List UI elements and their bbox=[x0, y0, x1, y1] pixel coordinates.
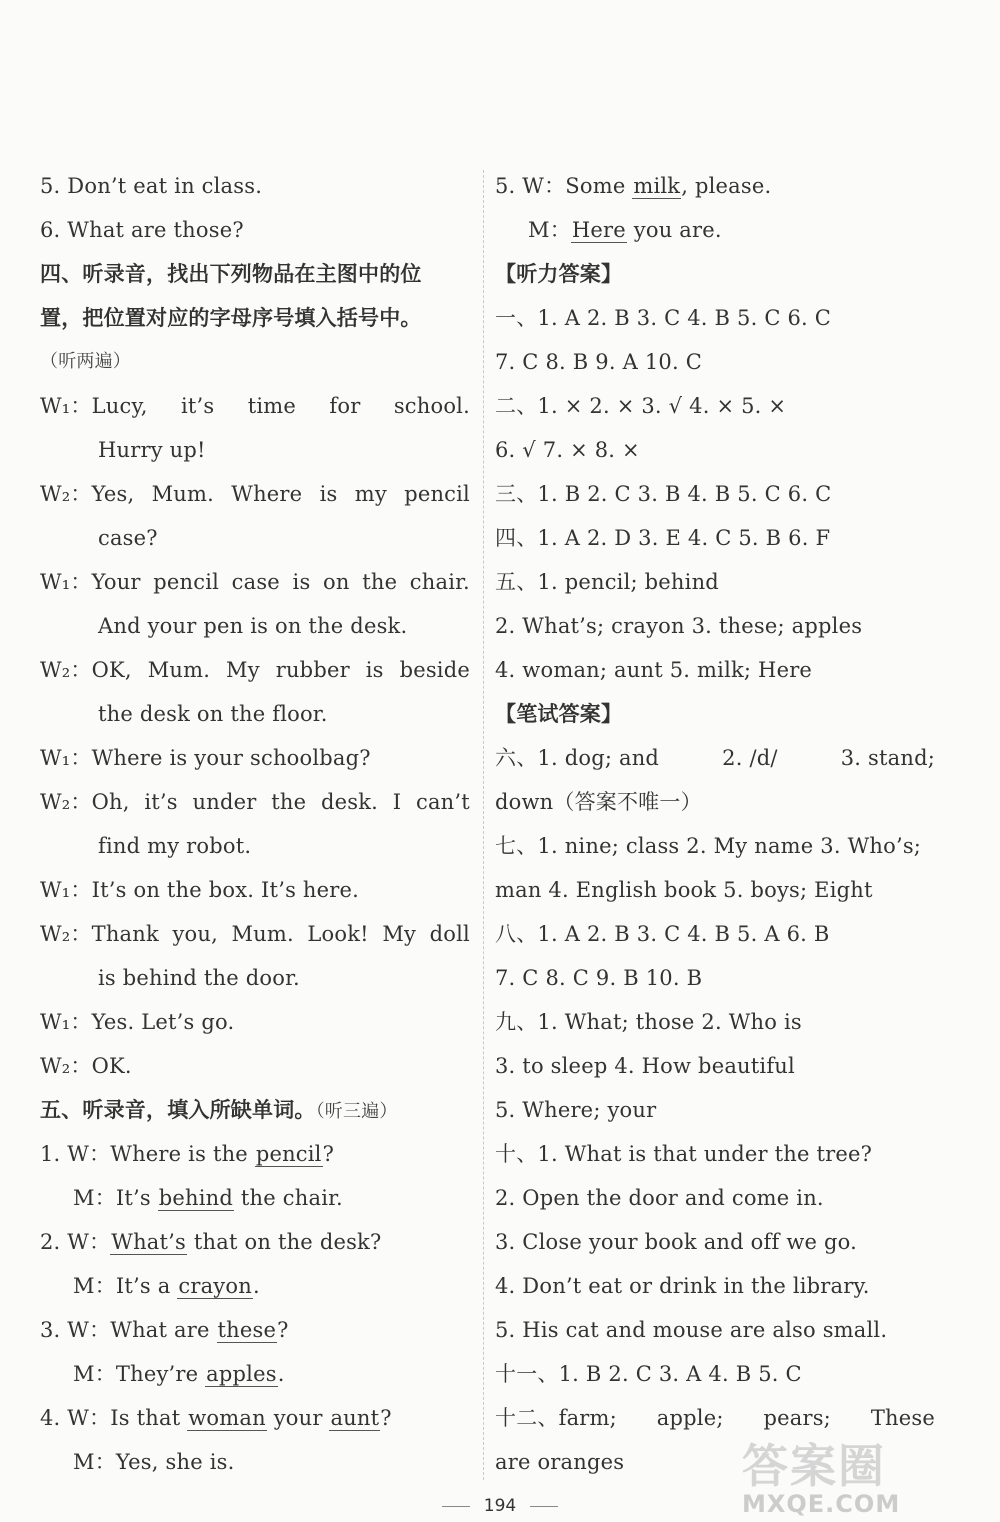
text: ? bbox=[380, 1406, 392, 1430]
word: chair. bbox=[409, 570, 470, 594]
filled-blank: woman bbox=[188, 1406, 266, 1430]
section-4-note: （听两遍） bbox=[40, 351, 131, 372]
dialogue-text bbox=[92, 384, 470, 428]
word: I bbox=[392, 790, 402, 814]
answer-line: 八、1. A 2. B 3. C 4. B 5. A 6. B bbox=[495, 922, 830, 946]
right-column bbox=[495, 164, 935, 1484]
fill-blank-line bbox=[40, 1264, 470, 1308]
word: school. bbox=[393, 394, 470, 418]
word: My bbox=[382, 922, 417, 946]
word: Mum. bbox=[151, 482, 215, 506]
fill-blank-line bbox=[40, 1220, 470, 1264]
text: , please. bbox=[681, 174, 772, 198]
dialogue-text bbox=[92, 912, 470, 956]
filled-blank: What’s bbox=[111, 1230, 187, 1254]
word: time bbox=[247, 394, 297, 418]
section-5-heading: 五、听录音，填入所缺单词。 bbox=[40, 1098, 316, 1122]
filled-blank: apples bbox=[206, 1362, 277, 1386]
word: Oh, bbox=[91, 790, 130, 814]
fill-blank-line bbox=[40, 1396, 470, 1440]
word: My bbox=[226, 658, 260, 682]
speaker-label: W₂： bbox=[40, 482, 92, 506]
text-line: 5. Don’t eat in class. bbox=[40, 174, 263, 198]
answer-part: apple; bbox=[656, 1406, 724, 1430]
answer-line: 四、1. A 2. D 3. E 4. C 5. B 6. F bbox=[495, 526, 831, 550]
word: beside bbox=[399, 658, 470, 682]
dialogue-continuation: is behind the door. bbox=[98, 966, 300, 990]
answer-line: 二、1. × 2. × 3. √ 4. × 5. × bbox=[495, 394, 787, 418]
answer-part: pears; bbox=[763, 1406, 831, 1430]
text: ? bbox=[277, 1318, 289, 1342]
section-5-heading-line bbox=[40, 1088, 470, 1132]
filled-blank: pencil bbox=[255, 1142, 322, 1166]
filled-blank: behind bbox=[158, 1186, 234, 1210]
answer-line bbox=[495, 736, 935, 780]
fill-blank-line bbox=[40, 1308, 470, 1352]
dialogue-line bbox=[40, 780, 470, 824]
text: M：It’s a bbox=[73, 1274, 178, 1298]
text: 3. W：What are bbox=[40, 1318, 217, 1342]
fill-blank-line bbox=[40, 1132, 470, 1176]
watermark-url: MXQE.COM bbox=[742, 1490, 901, 1518]
section-5-note: （听三遍） bbox=[315, 1101, 398, 1122]
text: 2. W： bbox=[40, 1230, 111, 1254]
written-answers-heading: 【笔试答案】 bbox=[495, 702, 623, 726]
fill-blank-line: M：Yes, she is. bbox=[73, 1450, 235, 1474]
answer-line: 3. to sleep 4. How beautiful bbox=[495, 1054, 795, 1078]
text: M：It’s bbox=[73, 1186, 158, 1210]
dialogue-line bbox=[40, 560, 470, 604]
answer-part: 2. /d/ bbox=[722, 746, 778, 770]
answer-line: are oranges bbox=[495, 1450, 625, 1474]
word: it’s bbox=[180, 394, 215, 418]
word: it’s bbox=[144, 790, 178, 814]
answer-line: down（答案不唯一） bbox=[495, 790, 702, 814]
dialogue-continuation: Hurry up! bbox=[98, 438, 206, 462]
dialogue-line bbox=[40, 384, 470, 428]
answer-line: 5. Where; your bbox=[495, 1098, 657, 1122]
answer-line: man 4. English book 5. boys; Eight bbox=[495, 878, 873, 902]
text: the chair. bbox=[234, 1186, 343, 1210]
dialogue-text: It’s on the box. It’s here. bbox=[91, 878, 360, 902]
word: desk. bbox=[320, 790, 379, 814]
dialogue-text bbox=[92, 472, 470, 516]
word: my bbox=[354, 482, 387, 506]
dialogue-line bbox=[40, 868, 470, 912]
dialogue-line bbox=[40, 1044, 470, 1088]
word: pencil bbox=[153, 570, 220, 594]
word: the bbox=[362, 570, 398, 594]
watermark-logo-text: 答案圈 bbox=[742, 1439, 886, 1493]
word: OK, bbox=[91, 658, 132, 682]
word: on bbox=[323, 570, 350, 594]
answer-line: 4. woman; aunt 5. milk; Here bbox=[495, 658, 813, 682]
word: is bbox=[365, 658, 384, 682]
dialogue-line bbox=[40, 472, 470, 516]
answer-line: 七、1. nine; class 2. My name 3. Who’s; bbox=[495, 834, 922, 858]
text: 1. W：Where is the bbox=[40, 1142, 255, 1166]
answer-line: 7. C 8. B 9. A 10. C bbox=[495, 350, 702, 374]
word: rubber bbox=[275, 658, 350, 682]
speaker-label: W₁： bbox=[40, 570, 92, 594]
text: your bbox=[266, 1406, 330, 1430]
dialogue-line bbox=[40, 1000, 470, 1044]
answer-part: 3. stand; bbox=[840, 746, 935, 770]
fill-blank-line bbox=[40, 1352, 470, 1396]
dialogue-continuation: And your pen is on the desk. bbox=[98, 614, 408, 638]
text: you are. bbox=[626, 218, 722, 242]
word: you, bbox=[172, 922, 218, 946]
page-number: 194 bbox=[483, 1496, 517, 1516]
answer-line: 五、1. pencil; behind bbox=[495, 570, 719, 594]
text: ? bbox=[322, 1142, 335, 1166]
word: pencil bbox=[404, 482, 470, 506]
dialogue-text: Where is your schoolbag? bbox=[91, 746, 371, 770]
answer-line: 九、1. What; those 2. Who is bbox=[495, 1010, 802, 1034]
answer-line: 7. C 8. C 9. B 10. B bbox=[495, 966, 703, 990]
answer-line: 6. √ 7. × 8. × bbox=[495, 438, 640, 462]
speaker-label: W₁： bbox=[40, 878, 92, 902]
section-4-heading-cont: 置，把位置对应的字母序号填入括号中。 bbox=[40, 306, 422, 330]
word: Yes, bbox=[91, 482, 135, 506]
speaker-label: W₂： bbox=[40, 658, 92, 682]
word: Where bbox=[231, 482, 303, 506]
text: 5. W：Some bbox=[495, 174, 633, 198]
dialogue-continuation: the desk on the floor. bbox=[98, 702, 328, 726]
footer-dash bbox=[530, 1506, 558, 1507]
text: 4. W：Is that bbox=[40, 1406, 188, 1430]
fill-blank-line bbox=[495, 164, 935, 208]
fill-blank-line bbox=[495, 208, 935, 252]
dialogue-text bbox=[92, 780, 470, 824]
speaker-label: W₂： bbox=[40, 1054, 92, 1078]
dialogue-continuation: case? bbox=[98, 526, 158, 550]
filled-blank: milk bbox=[633, 174, 681, 198]
footer-dash bbox=[442, 1506, 470, 1507]
listening-answers-heading: 【听力答案】 bbox=[495, 262, 623, 286]
filled-blank: aunt bbox=[330, 1406, 380, 1430]
word: is bbox=[319, 482, 338, 506]
answer-line: 2. Open the door and come in. bbox=[495, 1186, 824, 1210]
word: under bbox=[192, 790, 257, 814]
answer-line: 三、1. B 2. C 3. B 4. B 5. C 6. C bbox=[495, 482, 832, 506]
text: M：They’re bbox=[73, 1362, 206, 1386]
text: that on the desk? bbox=[187, 1230, 382, 1254]
answer-line: 5. His cat and mouse are also small. bbox=[495, 1318, 888, 1342]
speaker-label: W₁： bbox=[40, 746, 92, 770]
word: for bbox=[329, 394, 361, 418]
dialogue-text bbox=[92, 560, 470, 604]
text: . bbox=[252, 1274, 260, 1298]
answer-line: 4. Don’t eat or drink in the library. bbox=[495, 1274, 870, 1298]
word: is bbox=[292, 570, 311, 594]
word: case bbox=[231, 570, 280, 594]
text: M： bbox=[528, 218, 571, 242]
dialogue-text bbox=[92, 648, 470, 692]
left-column bbox=[40, 164, 470, 1484]
word: Look! bbox=[307, 922, 369, 946]
dialogue-continuation: find my robot. bbox=[98, 834, 252, 858]
filled-blank: crayon bbox=[178, 1274, 252, 1298]
fill-blank-line bbox=[40, 1176, 470, 1220]
dialogue-text: OK. bbox=[91, 1054, 132, 1078]
answer-line: 十、1. What is that under the tree? bbox=[495, 1142, 873, 1166]
answer-line: 3. Close your book and off we go. bbox=[495, 1230, 857, 1254]
answer-part: 十二、farm; bbox=[495, 1406, 617, 1430]
speaker-label: W₁： bbox=[40, 1010, 92, 1034]
dialogue-line bbox=[40, 736, 470, 780]
answer-line: 十一、1. B 2. C 3. A 4. B 5. C bbox=[495, 1362, 802, 1386]
word: Mum. bbox=[147, 658, 211, 682]
word: Your bbox=[91, 570, 141, 594]
word: the bbox=[271, 790, 307, 814]
dialogue-line bbox=[40, 912, 470, 956]
section-4-heading: 四、听录音，找出下列物品在主图中的位 bbox=[40, 262, 422, 286]
answer-part: These bbox=[870, 1406, 935, 1430]
answer-part: 六、1. dog; and bbox=[495, 746, 660, 770]
text: . bbox=[277, 1362, 285, 1386]
word: can’t bbox=[416, 790, 470, 814]
watermark-logo bbox=[742, 1430, 982, 1520]
filled-blank: Here bbox=[571, 218, 626, 242]
dialogue-line bbox=[40, 648, 470, 692]
word: doll bbox=[429, 922, 470, 946]
speaker-label: W₂： bbox=[40, 922, 92, 946]
word: Lucy, bbox=[91, 394, 148, 418]
speaker-label: W₂： bbox=[40, 790, 92, 814]
answer-line: 一、1. A 2. B 3. C 4. B 5. C 6. C bbox=[495, 306, 832, 330]
dialogue-text: Yes. Let’s go. bbox=[91, 1010, 235, 1034]
answer-line: 2. What’s; crayon 3. these; apples bbox=[495, 614, 863, 638]
column-divider bbox=[483, 170, 485, 1480]
text-line: 6. What are those? bbox=[40, 218, 244, 242]
word: Thank bbox=[91, 922, 159, 946]
speaker-label: W₁： bbox=[40, 394, 92, 418]
word: Mum. bbox=[231, 922, 294, 946]
filled-blank: these bbox=[217, 1318, 277, 1342]
